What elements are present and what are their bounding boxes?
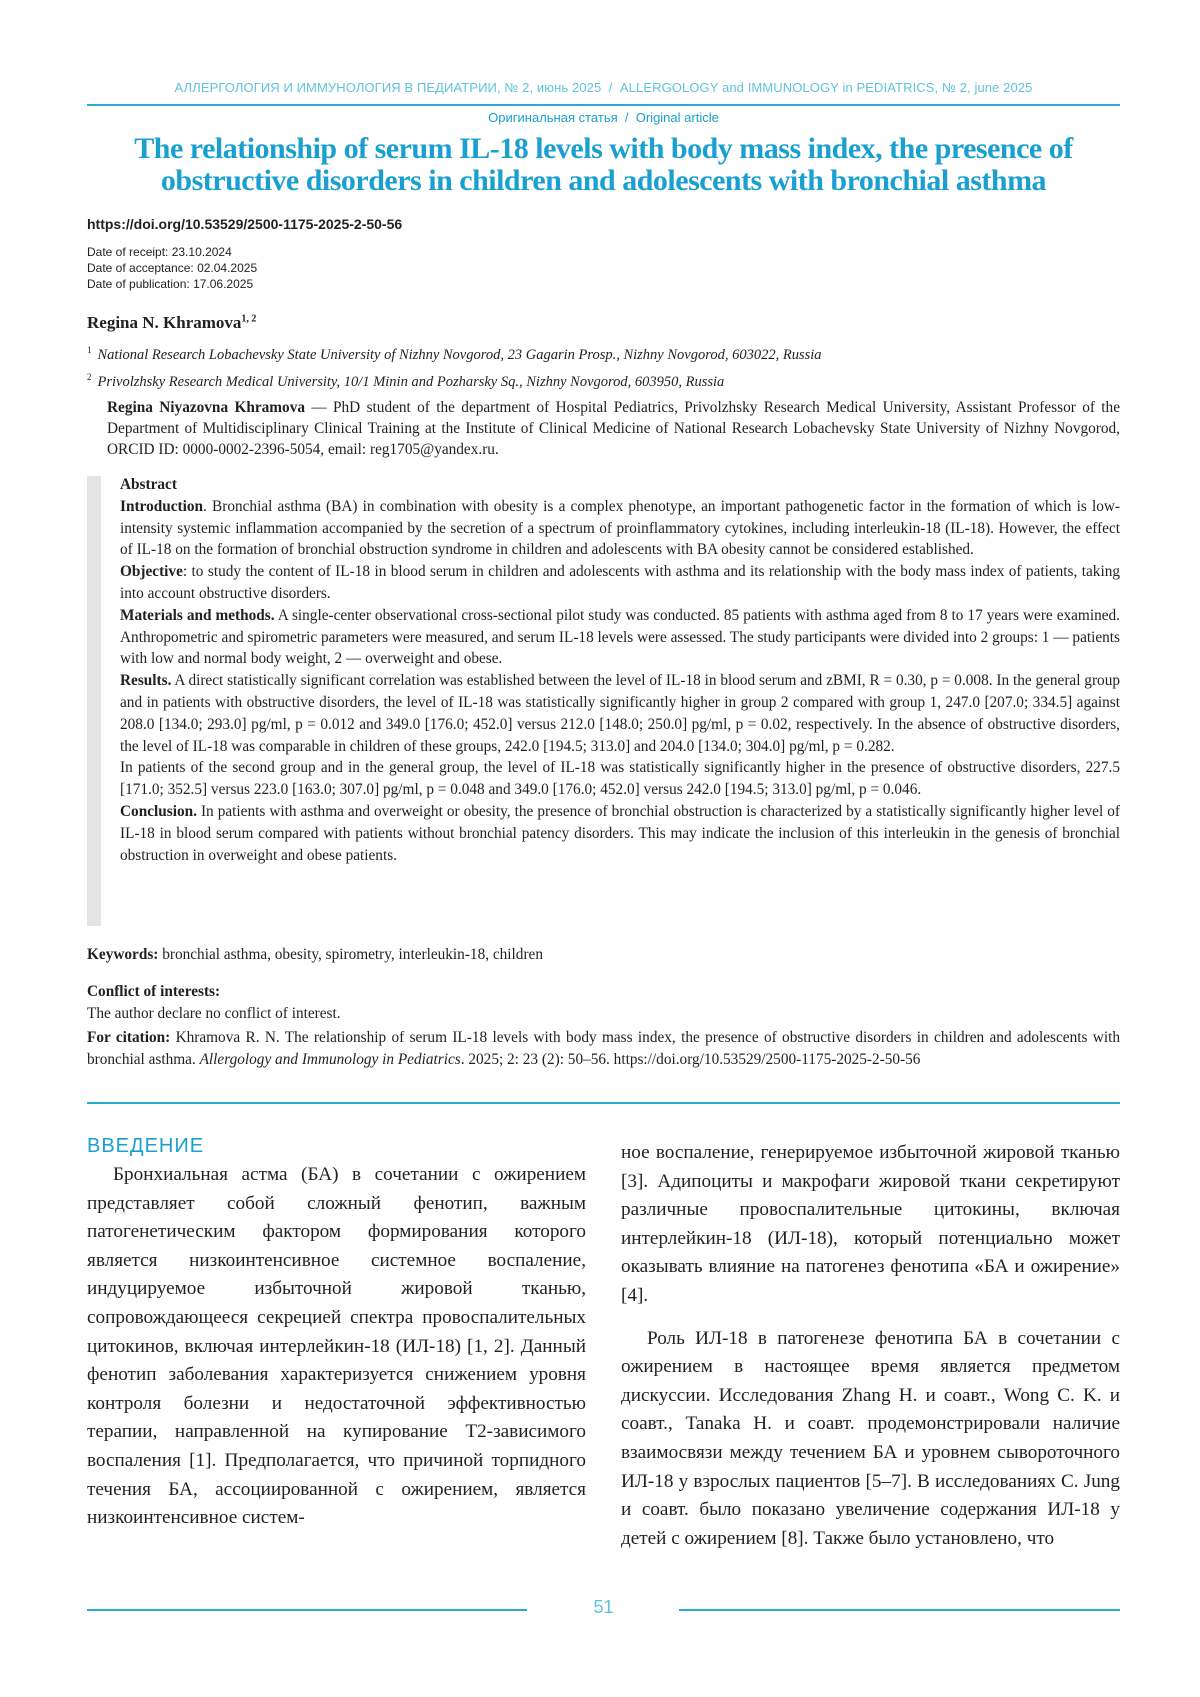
date-of-receipt: Date of receipt: 23.10.2024: [87, 245, 232, 259]
date-of-acceptance: Date of acceptance: 02.04.2025: [87, 261, 258, 275]
abstract-results: [120, 670, 1120, 757]
author-full-name: Regina Niyazovna Khramova: [107, 399, 305, 416]
results-label: Results.: [120, 672, 172, 690]
citation-label: For citation:: [87, 1029, 171, 1046]
intro-text: . Bronchial asthma (BA) in combination with obesity is a complex phenotype, an important pathogenetic factor in the formation of which is low-intensity systemic inflammation accompanied by the secretion of a spectrum of proinflammatory cytokines, including interleukin-18 (IL-18). However, the effect of IL-18 on the formation of bronchial obstruction syndrome in children and adolescents with BA obesity cannot be considered established.: [120, 497, 1120, 559]
body-column-left: [87, 1134, 586, 1533]
conclusion-label: Conclusion.: [120, 802, 197, 820]
abstract-objective: [120, 561, 1120, 605]
author-bio: — PhD student of the department of Hospital Pediatrics, Privolzhsky Research Medical University, Assistant Professor of the Department of Multidisciplinary Clinical Training at the Institute of Clinical Medicine of National Research Lobachevsky State University of Nizhny Novgorod, ORCID ID: 0000-0002-2396-5054, email: reg1705@yandex.ru.: [107, 399, 1120, 458]
methods-text: A single-center observational cross-sectional pilot study was conducted. 85 patients with asthma aged from 8 to 17 years were examined. Anthropometric and spirometric parameters were measured, and serum IL-18 levels were assessed. The study participants were divided into 2 groups: 1 — patients with low and normal body weight, 2 — overweight and obese.: [120, 606, 1120, 668]
author-name-text: Regina N. Khramova: [87, 313, 242, 332]
body-paragraph: Роль ИЛ-18 в патогенезе фенотипа БА в сочетании с ожирением в настоящее время является предметом дискуссии. Исследования Zhang H. и соавт., Wong C. K. и соавт., Tanaka H. и соавт. продемонстрировали наличие взаимосвязи между течением БА и уровнем сывороточного ИЛ-18 у взрослых пациентов [5–7]. В исследованиях C. Jung и соавт. было показано увеличение содержания ИЛ-18 у детей с ожирением [8]. Также было установлено, что: [621, 1327, 1120, 1549]
footer-rule-right: [679, 1609, 1120, 1611]
intro-label: Introduction: [120, 497, 204, 515]
article-type-ru: Оригинальная статья: [488, 110, 618, 125]
paragraph-gap: [621, 1311, 1120, 1325]
abstract-conclusion: [120, 801, 1120, 866]
affiliation-1-text: National Research Lobachevsky State University of Nizhny Novgorod, 23 Gagarin Prosp., Nizhny Novgorod, 603022, Russia: [97, 346, 822, 363]
objective-text: : to study the content of IL-18 in blood serum in children and adolescents with asthma and its relationship with the body mass index of patients, taking into account obstructive disorders.: [120, 563, 1120, 602]
doi-link[interactable]: https://doi.org/10.53529/2500-1175-2025-2-50-56: [87, 216, 403, 232]
page-number: 51: [593, 1597, 614, 1617]
results-text: A direct statistically significant correlation was established between the level of IL-18 in blood serum and zBMI, R = 0.30, p = 0.008. In the general group and in patients with obstructive disorders, the level of IL-18 was statistically significantly higher in group 2 compared with group 1, 247.0 [207.0; 334.5] against 208.0 [134.0; 293.0] pg/ml, p = 0.012 and 349.0 [176.0; 452.0] versus 212.0 [148.0; 250.0] pg/ml, p = 0.02, respectively. In the absence of obstructive disorders, the level of IL-18 was comparable in children of these groups, 242.0 [194.5; 313.0] and 204.0 [134.0; 304.0] pg/ml, p = 0.282.: [120, 672, 1120, 755]
affiliation-2-text: Privolzhsky Research Medical University, 10/1 Minin and Pozharsky Sq., Nizhny Novgorod, 603950, Russia: [97, 373, 725, 390]
objective-label: Objective: [120, 563, 183, 581]
citation: [87, 1027, 1120, 1070]
body-paragraph: ное воспаление, генерируемое избыточной жировой тканью [3]. Адипоциты и макрофаги жировой ткани секретируют различные провоспалительные цитокины, включая интерлейкин-18 (ИЛ-18), который потенциально может оказывать влияние на патогенез фенотипа «БА и ожирение» [4].: [621, 1142, 1120, 1306]
abstract-results-continued: In patients of the second group and in the general group, the level of IL-18 was statistically significantly higher in the presence of obstructive disorders, 227.5 [171.0; 352.5] versus 223.0 [163.0; 307.0] pg/ml, p = 0.048 and 349.0 [176.0; 452.0] versus 242.0 [194.5; 313.0] pg/ml, p = 0.046.: [120, 759, 1120, 799]
body-divider: [87, 1102, 1120, 1104]
citation-tail: . 2025; 2: 23 (2): 50–56. https://doi.org/10.53529/2500-1175-2025-2-50-56: [460, 1050, 921, 1068]
abstract-heading: Abstract: [120, 476, 177, 493]
affiliation-1: [87, 345, 822, 364]
article-type: [87, 110, 1120, 125]
author-name: [87, 313, 256, 333]
body-paragraph: Бронхиальная астма (БА) в сочетании с ожирением представляет собой сложный фенотип, важным патогенетическим фактором формирования которого является низкоинтенсивное системное воспаление, индуцируемое избыточной жировой тканью, сопровождающееся секрецией спектра провоспалительных цитокинов, включая интерлейкин-18 (ИЛ-18) [1, 2]. Данный фенотип заболевания характеризуется снижением уровня контроля болезни и недостаточной эффективностью терапии, направленной на купирование Т2-зависимого воспаления [1]. Предполагается, что причиной торпидного течения БА, ассоциированной с ожирением, является низкоинтенсивное систем-: [87, 1164, 586, 1529]
author-info: [107, 397, 1120, 460]
conflict-of-interests: [87, 981, 1120, 1024]
journal-title-ru: АЛЛЕРГОЛОГИЯ И ИММУНОЛОГИЯ В ПЕДИАТРИИ, № 2, июнь 2025: [174, 80, 602, 95]
publication-dates: [87, 244, 257, 292]
abstract: [120, 474, 1120, 866]
conflict-text: The author declare no conflict of interest.: [87, 1004, 341, 1022]
section-heading-introduction: ВВЕДЕНИЕ: [87, 1135, 205, 1157]
keywords-label: Keywords:: [87, 946, 159, 963]
journal-running-header: [87, 80, 1120, 95]
conclusion-text: In patients with asthma and overweight or obesity, the presence of bronchial obstruction is characterized by a statistically significantly higher level of IL-18 in blood serum compared with patients without bronchial patency disorders. This may indicate the inclusion of this interleukin in the genesis of bronchial obstruction in overweight and obese patients.: [120, 802, 1120, 864]
author-affil-marks: 1, 2: [241, 313, 257, 325]
article-type-en: Original article: [635, 110, 719, 125]
affiliation-2-mark: 2: [87, 372, 92, 382]
header-separator: /: [608, 80, 613, 95]
abstract-methods: [120, 605, 1120, 670]
affiliation-2: [87, 372, 724, 391]
citation-text: Khramova R. N. The relationship of serum IL-18 levels with body mass index, the presence of obstructive disorders in children and adolescents with bronchial asthma.: [87, 1029, 1120, 1068]
article-title: The relationship of serum IL-18 levels with body mass index, the presence of obstructive disorders in children and adolescents with bronchial asthma: [134, 132, 1073, 197]
citation-journal: Allergology and Immunology in Pediatrics: [199, 1050, 461, 1068]
body-column-right: [621, 1139, 1120, 1553]
abstract-side-bar: [87, 476, 101, 926]
keywords: [87, 944, 1120, 966]
affiliation-1-mark: 1: [87, 345, 92, 355]
conflict-label: Conflict of interests:: [87, 983, 221, 1000]
keywords-text: bronchial asthma, obesity, spirometry, interleukin-18, children: [158, 946, 543, 963]
abstract-introduction: [120, 496, 1120, 561]
article-page: [87, 0, 1120, 1697]
header-divider: [87, 104, 1120, 106]
article-type-separator: /: [624, 110, 629, 125]
journal-title-en: ALLERGOLOGY and IMMUNOLOGY in PEDIATRICS, № 2, june 2025: [619, 80, 1033, 95]
date-of-publication: Date of publication: 17.06.2025: [87, 277, 254, 291]
methods-label: Materials and methods.: [120, 606, 275, 624]
